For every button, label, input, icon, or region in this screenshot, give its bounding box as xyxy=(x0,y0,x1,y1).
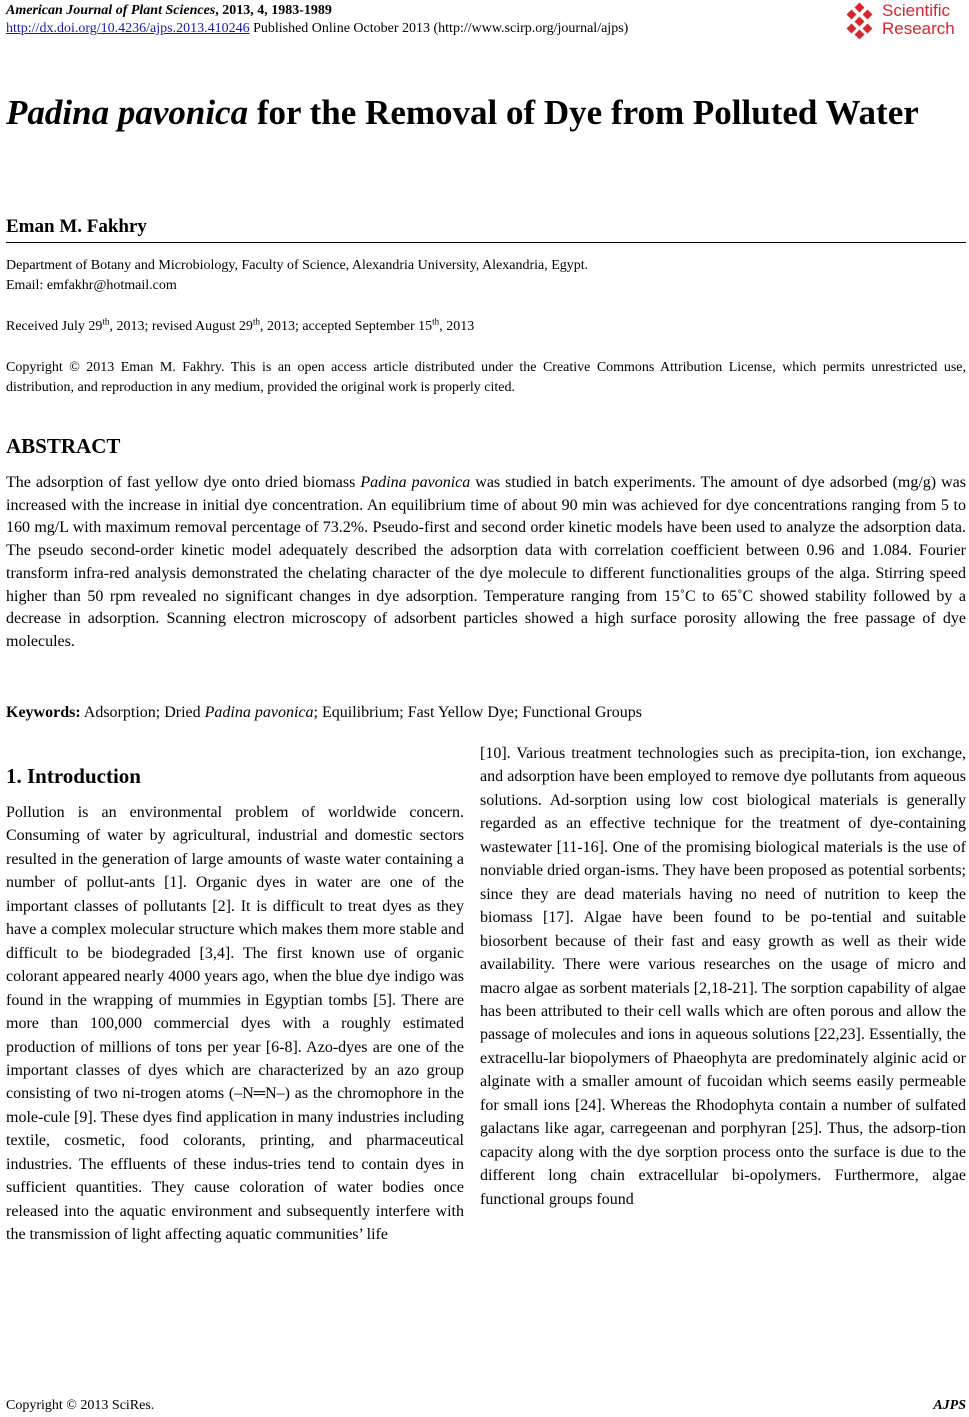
keywords-label: Keywords: xyxy=(6,704,81,721)
footer-journal-abbr: AJPS xyxy=(933,1398,966,1413)
keywords: Keywords: Adsorption; Dried Padina pavonica; Equilibrium; Fast Yellow Dye; Functional Groups xyxy=(6,704,642,721)
body-column-left: Pollution is an environmental problem of worldwide concern. Consuming of water by agricultural, industrial and domestic sectors resulted in the generation of large amounts of waste water containing a number of pollut-ants [1]. Organic dyes in water are one of the important classes of pollutants [2]. It is difficult to treat dyes as they have a complex molecular structure which makes them more stable and difficult to be biodegraded [3,4]. The first known use of organic colorant appeared nearly 4000 years ago, when the blue dye indigo was found in the wrapping of mummies in Egyptian tombs [5]. There are more than 100,000 commercial dyes with a roughly estimated production of millions of tons per year [6-8]. Azo-dyes are one of the important classes of dyes which are characterized by an azo group consisting of two ni-trogen atoms (–N═N–) as the chromophore in the mole-cule [9]. These dyes find application in many industries including textile, cosmetic, food colorants, printing, and pharmaceutical industries. The effluents of these indus-tries tend to contain dyes in sufficient quantities. They cause coloration of water bodies once released into the aquatic environment and subsequently interfere with the transmission of light affecting aquatic communities’ life xyxy=(6,804,464,1244)
footer-copyright: Copyright © 2013 SciRes. xyxy=(6,1398,155,1413)
abstract-text: The adsorption of fast yellow dye onto dried biomass Padina pavonica was studied in batch experiments. The amount of dye adsorbed (mg/g) was increased with the increase in initial dye concentration. An equilibrium time of about 90 min was achieved for dye concentrations ranging from 5 to 160 mg/L with maximum removal percentage of 73.2%. Pseudo-first and second order kinetic models have been used to analyze the adsorption data. The pseudo second-order kinetic model adequately described the adsorption data with correlation coefficient between 0.96 and 1.084. Fourier transform infra-red analysis demonstrated the chelating character of the dye molecule to different functionalities groups of the alga. Stirring speed higher than 50 rpm revealed no significant changes in dye adsorption. Temperature ranging from 15˚C to 65˚C showed stability followed by a decrease in adsorption. Scanning electron microscopy of adsorbent particles showed a high surface porosity allowing the free passage of dye molecules. xyxy=(6,474,966,650)
running-header-journal xyxy=(6,3,332,19)
received-dates: Received July 29th, 2013; revised August 29th, 2013; accepted September 15th, 2013 xyxy=(6,316,475,334)
logo-word-1: Scientific xyxy=(882,1,951,20)
logo-word-2: Research xyxy=(882,19,955,38)
affiliation: Department of Botany and Microbiology, Faculty of Science, Alexandria University, Alexandria, Egypt. xyxy=(6,258,589,273)
abstract-heading: ABSTRACT xyxy=(6,434,121,458)
doi-link[interactable]: http://dx.doi.org/10.4236/ajps.2013.410246 xyxy=(6,21,250,36)
title-rest: for the Removal of Dye from Polluted Water xyxy=(248,93,919,132)
body-column-right: [10]. Various treatment technologies such as precipita-tion, ion exchange, and adsorption have been employed to remove dye pollutants from aqueous solutions. Ad-sorption using low cost biological materials is generally regarded as an effective technique for the treatment of dye-containing wastewater [11-16]. One of the promising biological materials is the use of nonviable dried organ-isms. They have been proposed as potential sorbents; since they are dead materials having no need of nutrition to keep the biomass [17]. Algae have been found to be po-tential and suitable biosorbent because of their fast and easy growth as well as their wide availability. There were various researches on the usage of micro and macro algae as sorbent materials [2,18-21]. The sorption capability of algae has been attributed to their cell walls which are often porous and allow the passage of molecules and ions in aqueous solutions [22,23]. Essentially, the extracellu-lar biopolymers of Phaeophyta are predominately alginic acid or alginate with a smaller amount of fucoidan which seems easily permeable for small ions [24]. Whereas the Rhodophyta contain a number of sulfated galactans like agar, carregeenan and porphyran [25]. Thus, the adsorp-tion capacity along with the dye sorption process onto the surface is due to the different long chain extracellular bi-opolymers. Furthermore, algae functional groups found xyxy=(480,745,966,1208)
publication-note: Published Online October 2013 (http://www.scirp.org/journal/ajps) xyxy=(249,21,629,36)
copyright-notice: Copyright © 2013 Eman M. Fakhry. This is an open access article distributed under the Creative Commons Attribution License, which permits unrestricted use, distribution, and reproduction in any medium, provided the original work is properly cited. xyxy=(6,360,966,395)
running-header-doi xyxy=(6,21,628,37)
title-species: Padina pavonica xyxy=(6,93,249,132)
logo-diamonds-icon xyxy=(844,4,876,38)
title-divider xyxy=(6,242,966,243)
publisher-logo xyxy=(844,2,966,42)
journal-name: American Journal of Plant Sciences xyxy=(6,3,216,18)
section-heading-introduction: 1. Introduction xyxy=(6,764,141,788)
journal-volume: , 2013, 4, 1983-1989 xyxy=(215,3,332,18)
author-email: Email: emfakhr@hotmail.com xyxy=(6,278,177,293)
article-title xyxy=(6,90,956,135)
author-name: Eman M. Fakhry xyxy=(6,216,147,237)
